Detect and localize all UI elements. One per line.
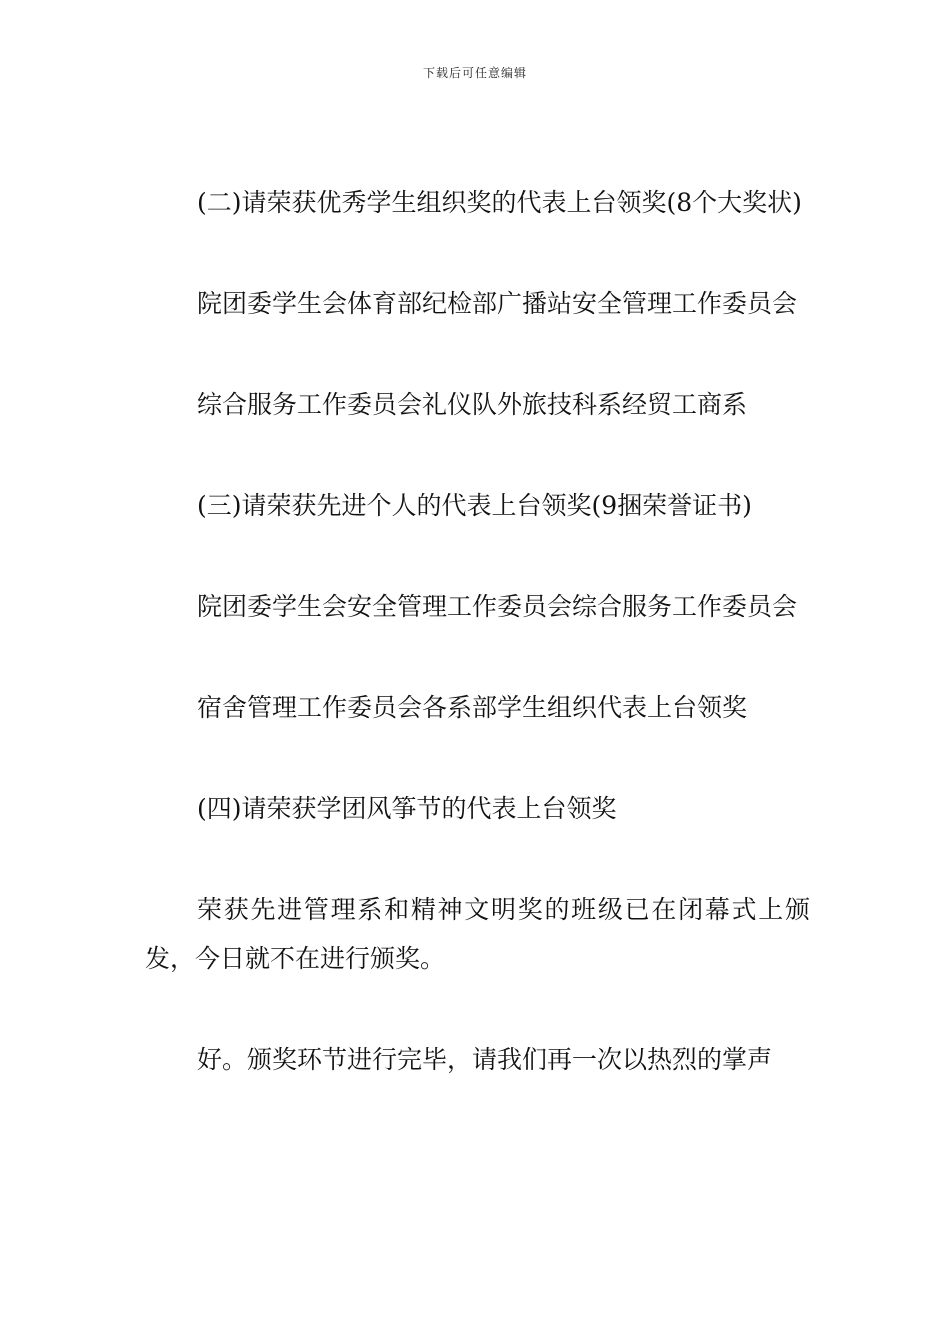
paragraph-award-organization: (二)请荣获优秀学生组织奖的代表上台领奖(8个大奖状) [197, 188, 802, 217]
page-header: 下载后可任意编辑 [422, 66, 527, 80]
paragraph-award-note: 荣获先进管理系和精神文明奖的班级已在闭幕式上颁发，今日就不在进行颁奖。 [145, 895, 810, 973]
document-body [145, 178, 810, 1136]
paragraph-award-individual: (三)请荣获先进个人的代表上台领奖(9捆荣誉证书) [197, 491, 752, 520]
paragraph-individual-list-2: 宿舍管理工作委员会各系部学生组织代表上台领奖 [197, 693, 748, 722]
paragraph-organization-list-1: 院团委学生会体育部纪检部广播站安全管理工作委员会 [197, 289, 798, 318]
paragraph-closing: 好。颁奖环节进行完毕，请我们再一次以热烈的掌声 [197, 1045, 773, 1074]
paragraph-individual-list-1: 院团委学生会安全管理工作委员会综合服务工作委员会 [197, 592, 798, 621]
paragraph-organization-list-2: 综合服务工作委员会礼仪队外旅技科系经贸工商系 [197, 390, 748, 419]
paragraph-award-kite-festival: (四)请荣获学团风筝节的代表上台领奖 [197, 794, 617, 823]
